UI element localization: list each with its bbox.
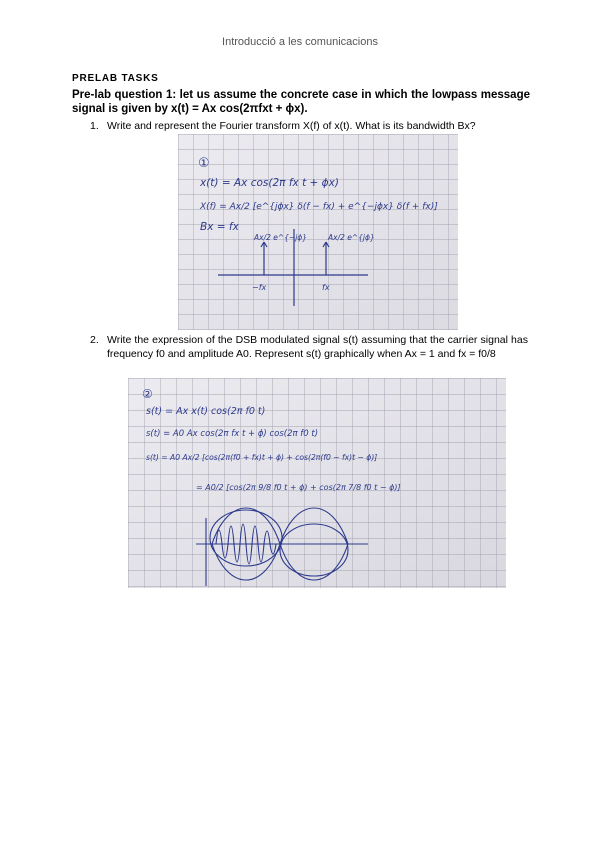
handwritten-line: ② bbox=[142, 387, 153, 401]
handwritten-line: ① bbox=[198, 156, 210, 171]
section-title: PRELAB TASKS bbox=[72, 73, 159, 84]
handwritten-line: −fx bbox=[252, 283, 267, 292]
handwritten-line: s(t) = A0 Ax/2 [cos(2π(f0 + fx)t + ϕ) + cos(2π(f0 − fx)t − ϕ)] bbox=[146, 453, 378, 462]
handwritten-line: s(t) = A0 Ax cos(2π fx t + ϕ) cos(2π f0 t) bbox=[146, 429, 319, 439]
handwritten-line: Ax/2 e^{−jϕ} bbox=[254, 233, 308, 242]
task-item-number: 2. bbox=[90, 334, 99, 346]
prelab-question-text: Pre-lab question 1: let us assume the concrete case in which the lowpass message signal is given by x(t) = Ax cos(2πfxt + ϕx). bbox=[72, 89, 530, 115]
page-header: Introducció a les comunicacions bbox=[222, 36, 378, 48]
handwritten-line: s(t) = Ax x(t) cos(2π f0 t) bbox=[146, 406, 266, 417]
graph-paper-sheet-1 bbox=[178, 134, 458, 330]
handwritten-line: Bx = fx bbox=[200, 221, 239, 233]
task-item-number: 1. bbox=[90, 120, 99, 132]
graph-paper-sheet-2 bbox=[128, 378, 506, 588]
handwritten-line: X(f) = Ax/2 [e^{jϕx} δ(f − fx) + e^{−jϕx} δ(f + fx)] bbox=[200, 202, 438, 212]
handwritten-line: x(t) = Ax cos(2π fx t + ϕx) bbox=[200, 177, 339, 189]
task-item-1 bbox=[90, 120, 528, 134]
task-item-text: Write the expression of the DSB modulated signal s(t) assuming that the carrier signal has frequency f0 and amplitude A0. Represent s(t) graphically when Ax = 1 and fx = f0/8 bbox=[107, 334, 528, 360]
handwritten-line: = A0/2 [cos(2π 9/8 f0 t + ϕ) + cos(2π 7/8 f0 t − ϕ)] bbox=[196, 483, 401, 492]
handwritten-line: Ax/2 e^{jϕ} bbox=[328, 233, 375, 242]
handwritten-line: fx bbox=[322, 283, 330, 292]
handwritten-photo-1 bbox=[178, 134, 458, 330]
handwritten-photo-2 bbox=[128, 378, 506, 588]
task-item-2 bbox=[90, 334, 528, 361]
task-item-text: Write and represent the Fourier transform X(f) of x(t). What is its bandwidth Bx? bbox=[107, 120, 476, 132]
